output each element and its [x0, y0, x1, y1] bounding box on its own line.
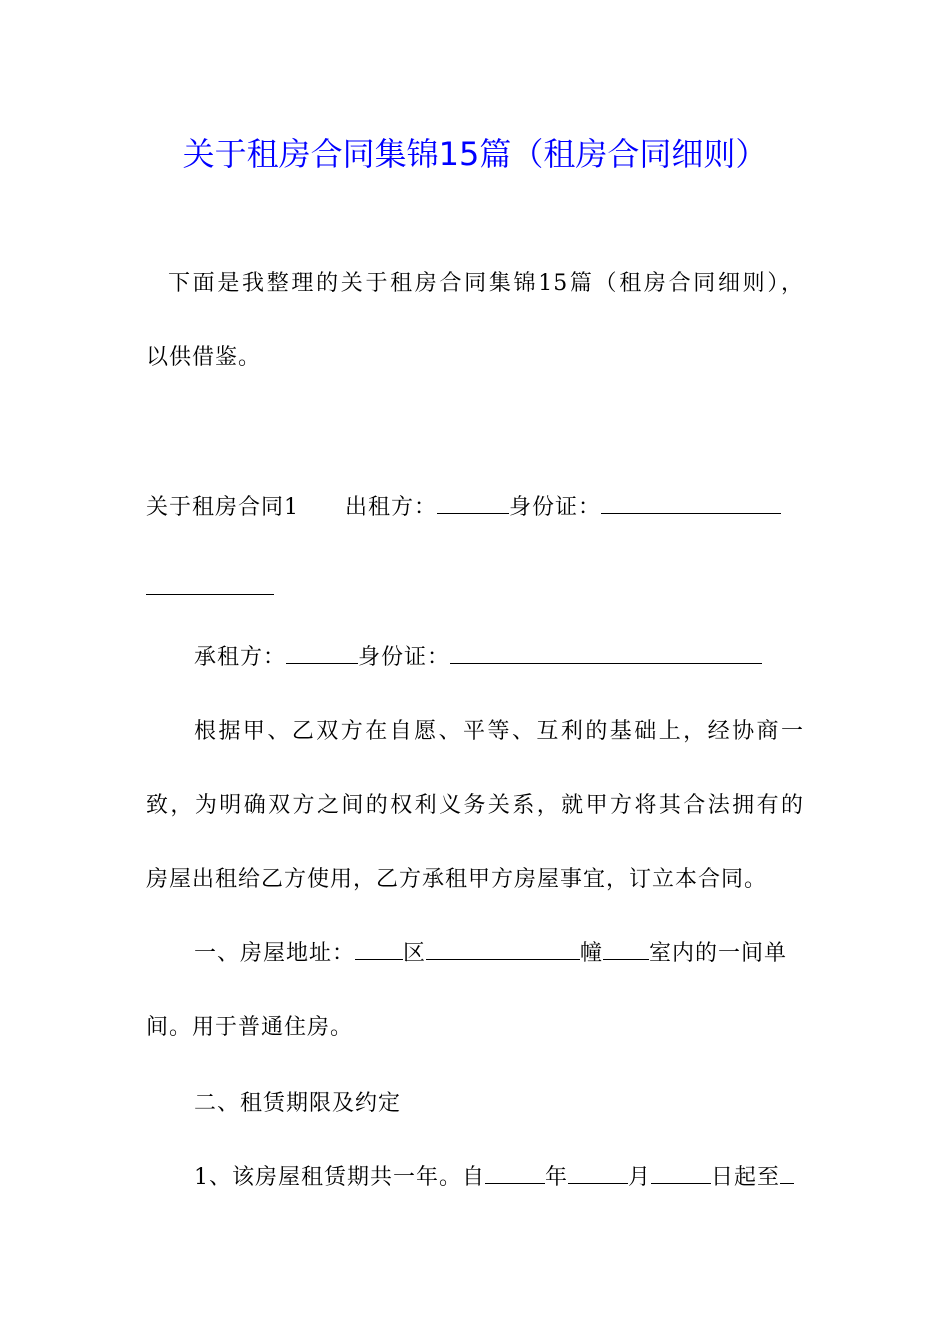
- lessee-id-label: 身份证：: [358, 645, 451, 670]
- lessor-line: [146, 492, 781, 524]
- address-label: 一、房屋地址：: [194, 941, 356, 966]
- day-blank: [651, 1163, 711, 1184]
- building-label: 幢: [580, 941, 604, 966]
- basis-line-1: [194, 716, 804, 748]
- month-label: 月: [628, 1165, 652, 1190]
- lessor-label: 出租方：: [345, 495, 438, 520]
- room-blank: [603, 939, 649, 960]
- year-blank: [485, 1163, 545, 1184]
- intro-line-2: 以供借鉴。: [146, 345, 262, 370]
- term-line: [194, 1162, 794, 1194]
- basis-line-3: 房屋出租给乙方使用，乙方承租甲方房屋事宜，订立本合同。: [146, 867, 768, 892]
- address-line: [194, 938, 787, 970]
- district-label: 区: [403, 941, 427, 966]
- address-line-2: 间。用于普通住房。: [146, 1015, 354, 1040]
- year-label: 年: [545, 1165, 569, 1190]
- day-from-label: 日起至: [711, 1165, 781, 1190]
- lessor-blank: [437, 493, 509, 514]
- lessee-blank: [286, 643, 358, 664]
- lessor-id-label: 身份证：: [509, 495, 602, 520]
- end-date-blank: [780, 1163, 794, 1184]
- contract-heading: 关于租房合同1: [146, 495, 299, 520]
- basis-line-2: [146, 790, 804, 822]
- district-blank: [355, 939, 403, 960]
- basis-text-2: 致，为明确双方之间的权利义务关系，就甲方将其合法拥有的: [146, 793, 804, 818]
- lessee-label: 承租方：: [194, 645, 287, 670]
- lessee-line: [194, 642, 762, 674]
- basis-text-1: 根据甲、乙双方在自愿、平等、互利的基础上，经协商一: [194, 719, 804, 744]
- lessor-id-blank: [601, 493, 781, 514]
- term-text: 1、该房屋租赁期共一年。自: [194, 1165, 485, 1190]
- lessor-id-blank-cont: [146, 574, 274, 595]
- street-blank: [426, 939, 580, 960]
- document-title: 关于租房合同集锦15篇（租房合同细则）: [182, 135, 768, 173]
- room-text: 室内的一间单: [649, 941, 788, 966]
- intro-text-1: 下面是我整理的关于租房合同集锦15篇（租房合同细则），: [168, 271, 804, 296]
- lessee-id-blank: [450, 643, 762, 664]
- intro-line-1: [168, 268, 804, 300]
- section-2-heading: 二、租赁期限及约定: [194, 1091, 402, 1116]
- month-blank: [568, 1163, 628, 1184]
